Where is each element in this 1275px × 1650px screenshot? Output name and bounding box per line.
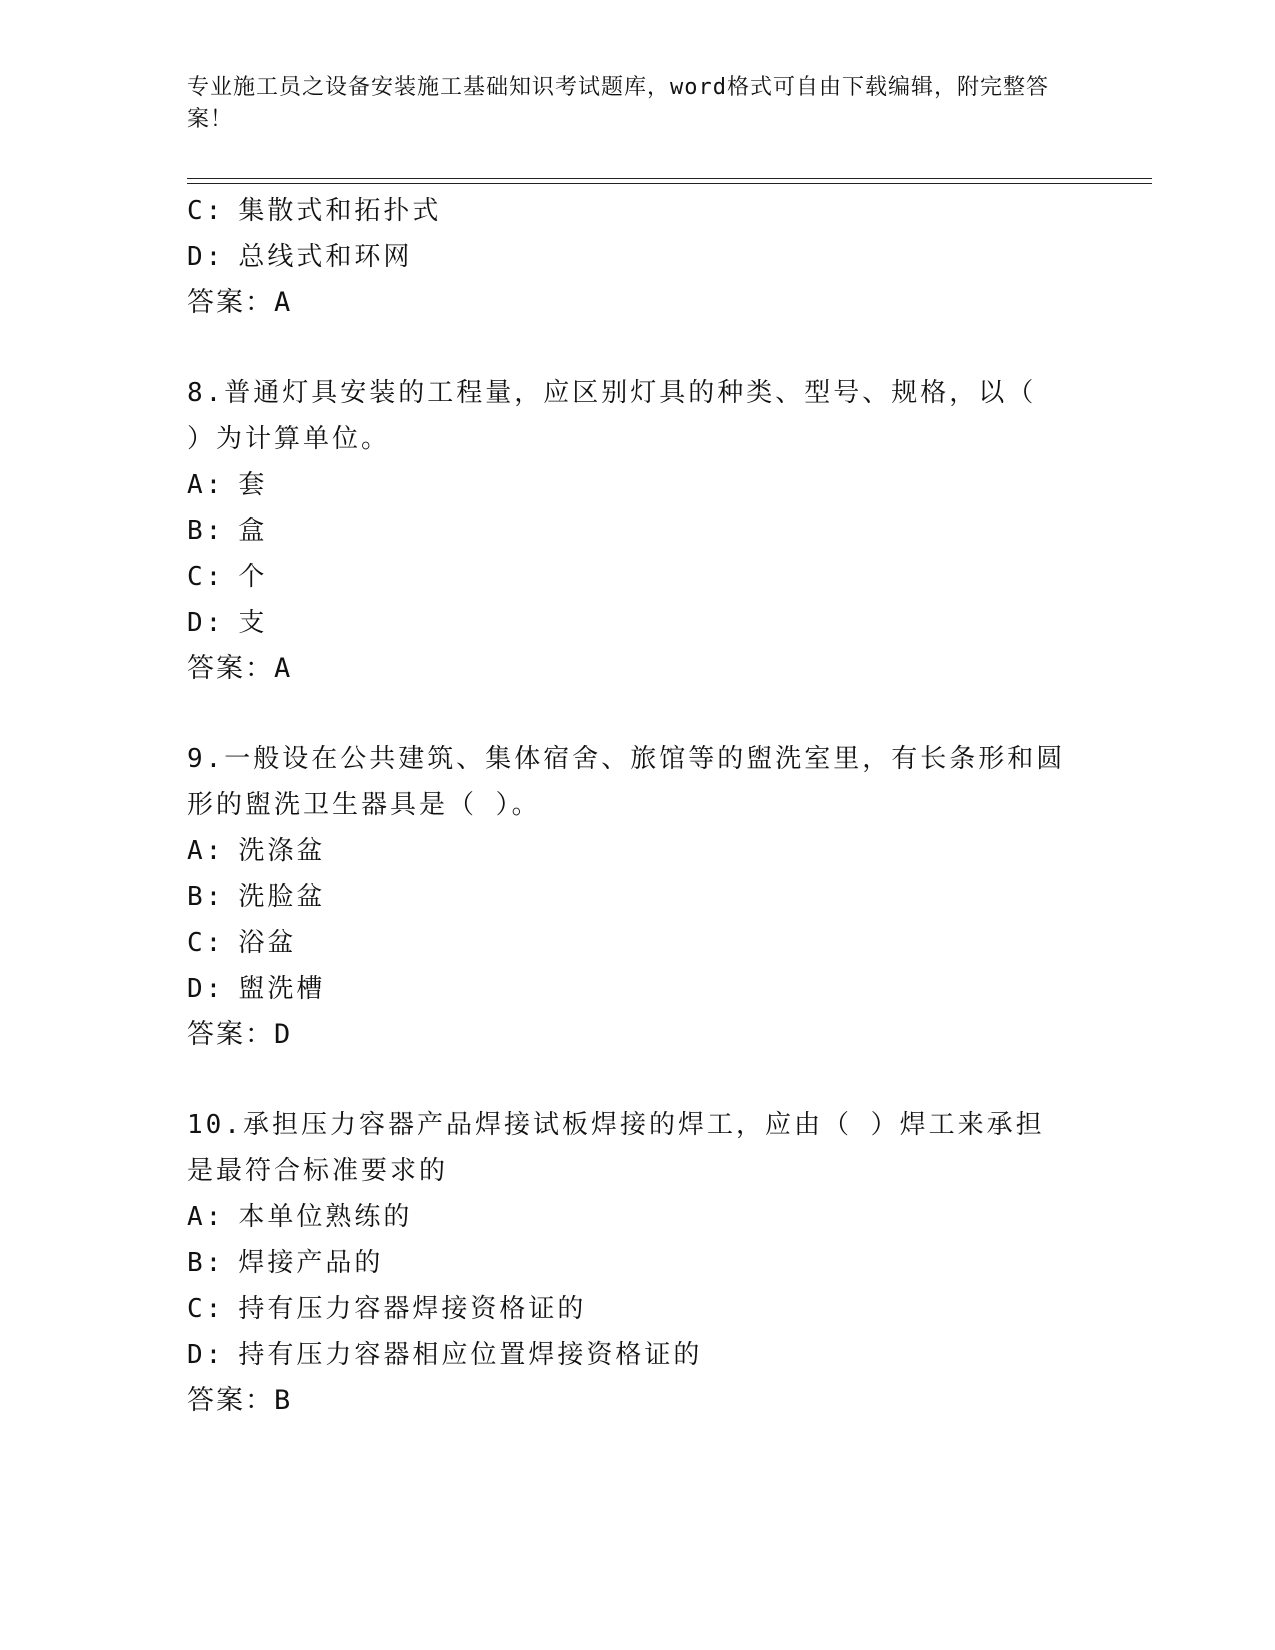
option-text: 本单位熟练的	[238, 1202, 413, 1232]
option-key: C	[187, 928, 206, 958]
option-separator: :	[205, 562, 225, 592]
header-divider-top	[187, 178, 1152, 179]
option-separator: :	[205, 608, 225, 638]
option-item	[187, 1194, 1067, 1240]
option-text: 持有压力容器相应位置焊接资格证的	[238, 1340, 703, 1370]
option-text: 支	[238, 608, 268, 638]
option-item	[187, 1240, 1067, 1286]
option-item	[187, 600, 1067, 646]
option-item	[187, 554, 1067, 600]
document-header: 专业施工员之设备安装施工基础知识考试题库，word格式可自由下载编辑，附完整答案！	[187, 75, 1049, 132]
option-key: A	[187, 1202, 206, 1232]
option-key: D	[187, 242, 206, 272]
option-item	[187, 508, 1067, 554]
option-key: D	[187, 1340, 206, 1370]
question-list	[187, 188, 1067, 1424]
question-10	[187, 1102, 1067, 1424]
option-item	[187, 234, 1067, 280]
option-separator: :	[205, 242, 225, 272]
option-key: B	[187, 516, 206, 546]
option-text: 浴盆	[238, 928, 297, 958]
option-text: 焊接产品的	[238, 1248, 384, 1278]
option-key: A	[187, 470, 206, 500]
option-separator: :	[205, 516, 225, 546]
option-item	[187, 874, 1067, 920]
option-text: 个	[238, 562, 268, 592]
option-item	[187, 966, 1067, 1012]
option-key: D	[187, 974, 206, 1004]
option-key: A	[187, 836, 206, 866]
answer-line: 答案：B	[187, 1385, 293, 1416]
option-text: 洗涤盆	[238, 836, 326, 866]
option-text: 套	[238, 470, 268, 500]
option-item	[187, 188, 1067, 234]
carryover-block	[187, 188, 1067, 326]
question-9	[187, 736, 1067, 1058]
answer-line: 答案：A	[187, 287, 293, 318]
option-key: C	[187, 1294, 206, 1324]
option-separator: :	[205, 974, 225, 1004]
option-separator: :	[205, 836, 225, 866]
option-text: 持有压力容器焊接资格证的	[238, 1294, 587, 1324]
option-item	[187, 1332, 1067, 1378]
option-separator: :	[205, 928, 225, 958]
option-key: D	[187, 608, 206, 638]
answer-line: 答案：A	[187, 653, 293, 684]
option-separator: :	[205, 196, 225, 226]
option-item	[187, 1286, 1067, 1332]
question-text: 10.承担压力容器产品焊接试板焊接的焊工，应由（ ）焊工来承担是最符合标准要求的	[187, 1110, 1045, 1186]
option-key: C	[187, 196, 206, 226]
question-text: 8.普通灯具安装的工程量，应区别灯具的种类、型号、规格，以（ ）为计算单位。	[187, 378, 1037, 454]
option-separator: :	[205, 1294, 225, 1324]
question-text: 9.一般设在公共建筑、集体宿舍、旅馆等的盥洗室里，有长条形和圆形的盥洗卫生器具是（ ）。	[187, 744, 1066, 820]
option-key: B	[187, 882, 206, 912]
option-item	[187, 828, 1067, 874]
question-8	[187, 370, 1067, 692]
option-text: 集散式和拓扑式	[238, 196, 442, 226]
option-text: 盒	[238, 516, 268, 546]
answer-line: 答案：D	[187, 1019, 293, 1050]
option-text: 盥洗槽	[238, 974, 326, 1004]
option-separator: :	[205, 1248, 225, 1278]
option-item	[187, 462, 1067, 508]
header-divider-bottom	[187, 183, 1152, 184]
option-separator: :	[205, 1202, 225, 1232]
option-item	[187, 920, 1067, 966]
option-separator: :	[205, 1340, 225, 1370]
option-separator: :	[205, 470, 225, 500]
option-separator: :	[205, 882, 225, 912]
option-text: 洗脸盆	[238, 882, 326, 912]
option-key: C	[187, 562, 206, 592]
option-key: B	[187, 1248, 206, 1278]
option-text: 总线式和环网	[238, 242, 413, 272]
